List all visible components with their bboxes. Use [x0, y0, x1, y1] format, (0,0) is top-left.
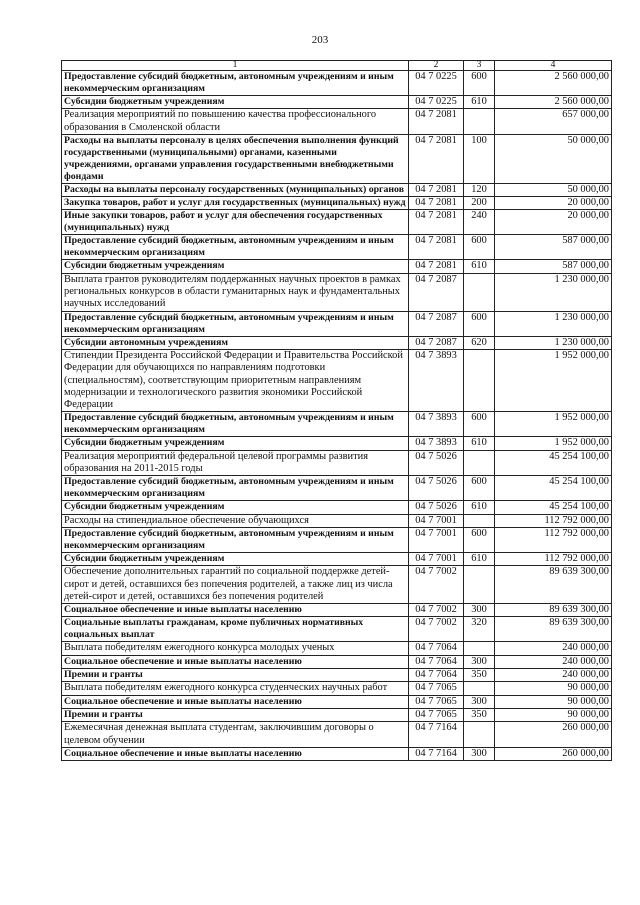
header-col-4: 4: [495, 61, 612, 71]
header-col-1: 1: [62, 61, 409, 71]
row-expense-type: 600: [464, 476, 495, 501]
row-name: Социальное обеспечение и иные выплаты населению: [62, 604, 409, 617]
row-name: Предоставление субсидий бюджетным, автономным учреждениям и иным некоммерческим организациям: [62, 412, 409, 437]
row-expense-type: 600: [464, 235, 495, 260]
table-row: [62, 183, 612, 196]
row-expense-type: 300: [464, 655, 495, 668]
row-name: Субсидии бюджетным учреждениям: [62, 96, 409, 109]
table-row: [62, 604, 612, 617]
table-row: [62, 722, 612, 748]
row-code: 04 7 2081: [409, 235, 464, 260]
header-row: [62, 61, 612, 71]
row-expense-type: [464, 682, 495, 695]
row-expense-type: [464, 642, 495, 655]
row-amount: 45 254 100,00: [495, 450, 612, 476]
row-name: Расходы на стипендиальное обеспечение обучающихся: [62, 514, 409, 527]
table-row: [62, 134, 612, 183]
table-row: [62, 514, 612, 527]
row-code: 04 7 3893: [409, 412, 464, 437]
row-expense-type: [464, 109, 495, 135]
row-amount: 112 792 000,00: [495, 514, 612, 527]
row-expense-type: 600: [464, 311, 495, 336]
row-amount: 657 000,00: [495, 109, 612, 135]
table-row: [62, 210, 612, 235]
row-expense-type: 610: [464, 96, 495, 109]
table-row: [62, 235, 612, 260]
table-row: [62, 260, 612, 273]
row-expense-type: 300: [464, 747, 495, 760]
row-name: Субсидии бюджетным учреждениям: [62, 260, 409, 273]
row-code: 04 7 2087: [409, 311, 464, 336]
row-expense-type: 300: [464, 604, 495, 617]
row-amount: 587 000,00: [495, 235, 612, 260]
table-row: [62, 682, 612, 695]
row-name: Субсидии автономным учреждениям: [62, 336, 409, 349]
row-expense-type: 120: [464, 183, 495, 196]
row-expense-type: 610: [464, 552, 495, 565]
row-name: Предоставление субсидий бюджетным, автономным учреждениям и иным некоммерческим организациям: [62, 71, 409, 96]
table-body: [62, 71, 612, 761]
table-row: [62, 311, 612, 336]
row-amount: 45 254 100,00: [495, 476, 612, 501]
table-row: [62, 642, 612, 655]
row-code: 04 7 0225: [409, 71, 464, 96]
table-row: [62, 527, 612, 552]
row-amount: 1 230 000,00: [495, 336, 612, 349]
row-expense-type: 610: [464, 437, 495, 450]
table-row: [62, 273, 612, 311]
row-amount: 90 000,00: [495, 708, 612, 721]
table-row: [62, 96, 612, 109]
row-amount: 1 952 000,00: [495, 349, 612, 411]
row-name: Реализация мероприятий федеральной целевой программы развития образования на 2011-2015 годы: [62, 450, 409, 476]
row-amount: 50 000,00: [495, 183, 612, 196]
row-code: 04 7 2081: [409, 260, 464, 273]
row-amount: 50 000,00: [495, 134, 612, 183]
row-code: 04 7 2081: [409, 210, 464, 235]
row-amount: 89 639 300,00: [495, 566, 612, 604]
row-expense-type: 320: [464, 617, 495, 642]
row-amount: 112 792 000,00: [495, 552, 612, 565]
row-code: 04 7 2081: [409, 109, 464, 135]
table-row: [62, 617, 612, 642]
row-amount: 2 560 000,00: [495, 71, 612, 96]
header-col-3: 3: [464, 61, 495, 71]
row-name: Субсидии бюджетным учреждениям: [62, 552, 409, 565]
row-amount: 587 000,00: [495, 260, 612, 273]
table-row: [62, 501, 612, 514]
row-name: Закупка товаров, работ и услуг для государственных (муниципальных) нужд: [62, 197, 409, 210]
table-row: [62, 747, 612, 760]
row-amount: 1 952 000,00: [495, 412, 612, 437]
row-name: Расходы на выплаты персоналу государственных (муниципальных) органов: [62, 183, 409, 196]
row-code: 04 7 7002: [409, 604, 464, 617]
row-code: 04 7 7065: [409, 682, 464, 695]
row-expense-type: [464, 514, 495, 527]
row-code: 04 7 7064: [409, 655, 464, 668]
row-expense-type: 240: [464, 210, 495, 235]
row-code: 04 7 5026: [409, 501, 464, 514]
row-amount: 260 000,00: [495, 722, 612, 748]
row-expense-type: 600: [464, 527, 495, 552]
row-name: Расходы на выплаты персоналу в целях обеспечения выполнения функций государственными (муниципальными) органами, казенными учреждениями, органами управления государственными внебюджетными фондами: [62, 134, 409, 183]
row-amount: 1 230 000,00: [495, 311, 612, 336]
row-expense-type: 610: [464, 260, 495, 273]
row-amount: 1 230 000,00: [495, 273, 612, 311]
row-expense-type: 350: [464, 669, 495, 682]
row-code: 04 7 0225: [409, 96, 464, 109]
row-code: 04 7 3893: [409, 349, 464, 411]
row-amount: 20 000,00: [495, 210, 612, 235]
row-amount: 90 000,00: [495, 695, 612, 708]
table-row: [62, 566, 612, 604]
row-expense-type: [464, 273, 495, 311]
row-amount: 90 000,00: [495, 682, 612, 695]
row-code: 04 7 2087: [409, 273, 464, 311]
row-name: Социальное обеспечение и иные выплаты населению: [62, 695, 409, 708]
row-amount: 20 000,00: [495, 197, 612, 210]
row-amount: 240 000,00: [495, 655, 612, 668]
row-code: 04 7 7001: [409, 552, 464, 565]
table-row: [62, 437, 612, 450]
row-code: 04 7 5026: [409, 450, 464, 476]
table-row: [62, 695, 612, 708]
table-row: [62, 412, 612, 437]
row-name: Субсидии бюджетным учреждениям: [62, 501, 409, 514]
row-expense-type: [464, 722, 495, 748]
table-row: [62, 476, 612, 501]
table-row: [62, 669, 612, 682]
row-code: 04 7 7164: [409, 722, 464, 748]
row-name: Иные закупки товаров, работ и услуг для обеспечения государственных (муниципальных) нужд: [62, 210, 409, 235]
row-expense-type: 620: [464, 336, 495, 349]
table-row: [62, 552, 612, 565]
row-name: Выплата победителям ежегодного конкурса молодых ученых: [62, 642, 409, 655]
row-amount: 260 000,00: [495, 747, 612, 760]
table-row: [62, 708, 612, 721]
row-code: 04 7 7002: [409, 566, 464, 604]
table-row: [62, 349, 612, 411]
row-name: Предоставление субсидий бюджетным, автономным учреждениям и иным некоммерческим организациям: [62, 311, 409, 336]
table-row: [62, 71, 612, 96]
header-col-2: 2: [409, 61, 464, 71]
row-code: 04 7 5026: [409, 476, 464, 501]
table-row: [62, 450, 612, 476]
row-code: 04 7 7001: [409, 514, 464, 527]
row-amount: 2 560 000,00: [495, 96, 612, 109]
row-code: 04 7 3893: [409, 437, 464, 450]
row-name: Социальное обеспечение и иные выплаты населению: [62, 747, 409, 760]
row-code: 04 7 2081: [409, 134, 464, 183]
row-name: Ежемесячная денежная выплата студентам, заключившим договоры о целевом обучении: [62, 722, 409, 748]
row-code: 04 7 7164: [409, 747, 464, 760]
row-amount: 112 792 000,00: [495, 527, 612, 552]
row-name: Предоставление субсидий бюджетным, автономным учреждениям и иным некоммерческим организациям: [62, 527, 409, 552]
row-code: 04 7 7065: [409, 695, 464, 708]
page-number: 203: [311, 34, 329, 46]
row-expense-type: 200: [464, 197, 495, 210]
row-amount: 240 000,00: [495, 669, 612, 682]
row-name: Социальные выплаты гражданам, кроме публичных нормативных социальных выплат: [62, 617, 409, 642]
row-expense-type: [464, 566, 495, 604]
row-name: Социальное обеспечение и иные выплаты населению: [62, 655, 409, 668]
row-amount: 45 254 100,00: [495, 501, 612, 514]
row-code: 04 7 7064: [409, 642, 464, 655]
row-expense-type: [464, 349, 495, 411]
row-amount: 240 000,00: [495, 642, 612, 655]
row-name: Предоставление субсидий бюджетным, автономным учреждениям и иным некоммерческим организациям: [62, 235, 409, 260]
row-code: 04 7 2081: [409, 197, 464, 210]
row-expense-type: 350: [464, 708, 495, 721]
row-expense-type: 300: [464, 695, 495, 708]
row-expense-type: 600: [464, 412, 495, 437]
row-code: 04 7 2081: [409, 183, 464, 196]
row-name: Реализация мероприятий по повышению качества профессионального образования в Смоленской области: [62, 109, 409, 135]
row-code: 04 7 7064: [409, 669, 464, 682]
row-code: 04 7 7002: [409, 617, 464, 642]
row-amount: 89 639 300,00: [495, 604, 612, 617]
row-name: Выплата грантов руководителям поддержанных научных проектов в рамках региональных конкурсов в области гуманитарных наук и фундаментальных научных исследований: [62, 273, 409, 311]
table-row: [62, 109, 612, 135]
row-expense-type: 600: [464, 71, 495, 96]
row-amount: 89 639 300,00: [495, 617, 612, 642]
table-row: [62, 336, 612, 349]
row-code: 04 7 7065: [409, 708, 464, 721]
row-name: Выплата победителям ежегодного конкурса студенческих научных работ: [62, 682, 409, 695]
row-name: Премии и гранты: [62, 669, 409, 682]
table-row: [62, 197, 612, 210]
row-name: Предоставление субсидий бюджетным, автономным учреждениям и иным некоммерческим организациям: [62, 476, 409, 501]
budget-table: [61, 60, 612, 761]
row-name: Стипендии Президента Российской Федерации и Правительства Российской Федерации для обучающихся по направлениям подготовки (специальностям), соответствующим приоритетным направлениям модернизации и технологического развития экономики Российской Федерации: [62, 349, 409, 411]
row-name: Обеспечение дополнительных гарантий по социальной поддержке детей-сирот и детей, оставшихся без попечения родителей, а также лиц из числа детей-сирот и детей, оставшихся без попечения родителей: [62, 566, 409, 604]
row-name: Премии и гранты: [62, 708, 409, 721]
row-expense-type: 610: [464, 501, 495, 514]
row-amount: 1 952 000,00: [495, 437, 612, 450]
table-row: [62, 655, 612, 668]
row-code: 04 7 7001: [409, 527, 464, 552]
row-expense-type: 100: [464, 134, 495, 183]
row-name: Субсидии бюджетным учреждениям: [62, 437, 409, 450]
row-expense-type: [464, 450, 495, 476]
row-code: 04 7 2087: [409, 336, 464, 349]
